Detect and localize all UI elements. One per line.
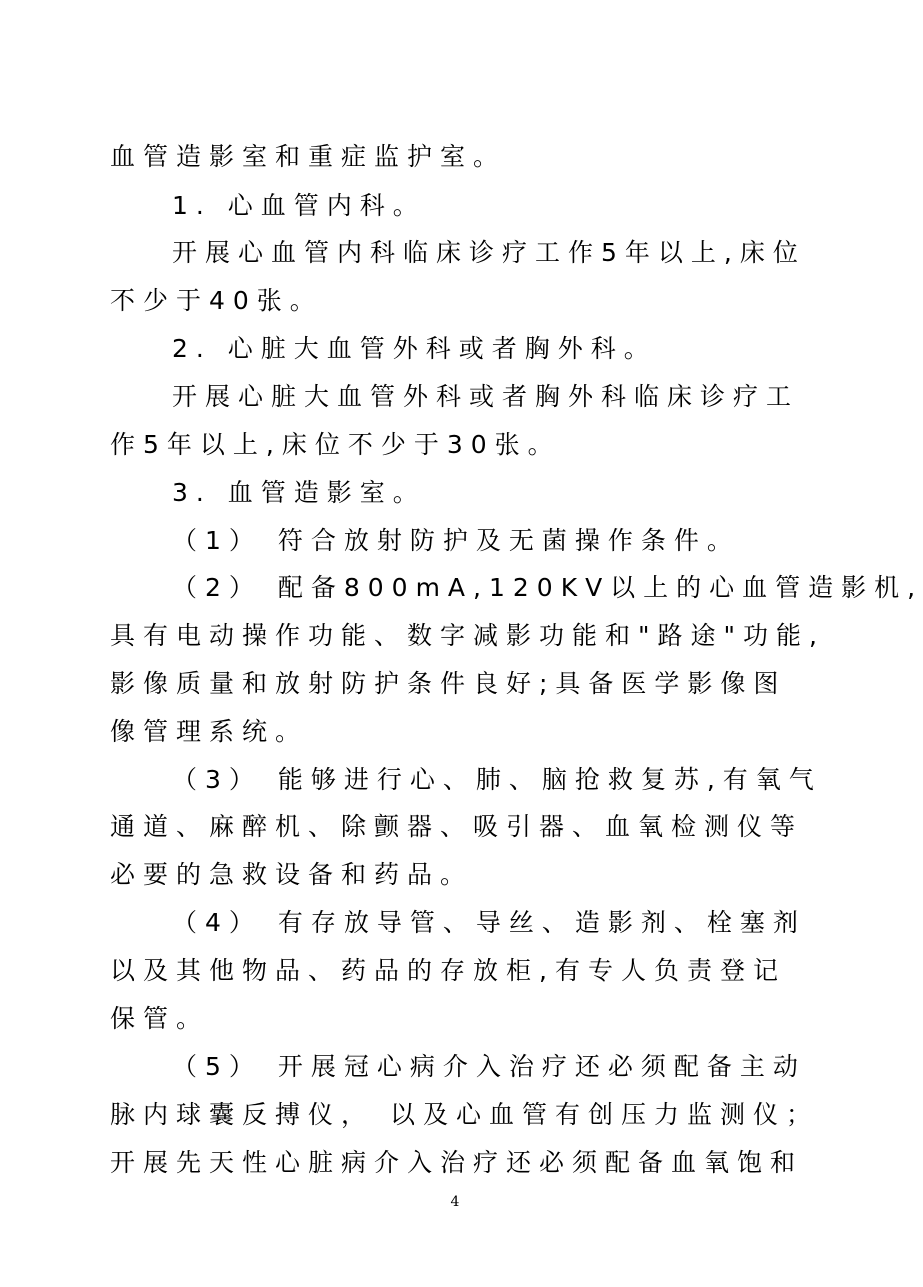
list-item: （4） 有存放导管、导丝、造影剂、栓塞剂 — [172, 908, 806, 937]
text-line: 血管造影室和重症监护室。 — [110, 142, 507, 171]
text-line: 开展先天性心脏病介入治疗还必须配备血氧饱和 — [110, 1148, 804, 1177]
text-line: 保管。 — [110, 1004, 210, 1033]
text-line: 具有电动操作功能、数字减影功能和"路途"功能, — [110, 621, 825, 650]
text-line: 作5年以上,床位不少于30张。 — [110, 430, 561, 459]
text-line: 以及其他物品、药品的存放柜,有专人负责登记 — [110, 956, 786, 985]
section-heading: 3. 血管造影室。 — [172, 478, 426, 507]
list-item: （5） 开展冠心病介入治疗还必须配备主动 — [172, 1052, 806, 1081]
list-item: （1） 符合放射防护及无菌操作条件。 — [172, 526, 740, 555]
section-heading: 2. 心脏大血管外科或者胸外科。 — [172, 334, 657, 363]
text-line: 影像质量和放射防护条件良好;具备医学影像图 — [110, 669, 787, 698]
text-line: 开展心血管内科临床诊疗工作5年以上,床位 — [172, 238, 806, 267]
text-line: 像管理系统。 — [110, 717, 309, 746]
text-line: 通道、麻醉机、除颤器、吸引器、血氧检测仪等 — [110, 812, 804, 841]
section-heading: 1. 心血管内科。 — [172, 191, 426, 220]
text-line: 开展心脏大血管外科或者胸外科临床诊疗工 — [172, 382, 800, 411]
list-item: （3） 能够进行心、肺、脑抢救复苏,有氧气 — [172, 765, 822, 794]
list-item: （2） 配备800mA,120KV以上的心血管造影机, — [172, 573, 923, 602]
text-line: 脉内球囊反搏仪， 以及心血管有创压力监测仪； — [110, 1100, 819, 1129]
text-line: 必要的急救设备和药品。 — [110, 860, 474, 889]
text-line: 不少于40张。 — [110, 286, 323, 315]
page-number: 4 — [450, 1194, 460, 1210]
